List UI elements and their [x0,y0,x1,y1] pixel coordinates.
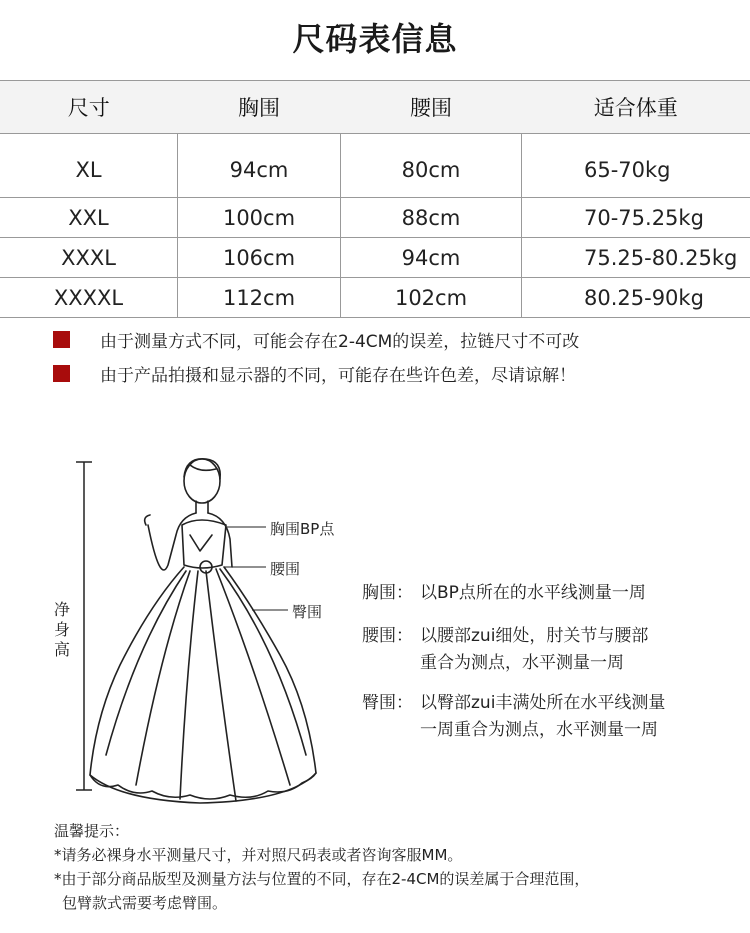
note-text: 由于测量方式不同，可能会存在2-4CM的误差，拉链尺寸不可改 [100,331,580,352]
table-row [0,278,750,318]
tips-line: *由于部分商品版型及测量方法与位置的不同，存在2-4CM的误差属于合理范围， [54,870,590,888]
bust-description [362,580,646,607]
table-row [0,238,750,278]
cell-size: XL [0,134,178,198]
size-table [0,80,750,318]
cell-size: XXXXL [0,278,178,318]
page-title: 尺码表信息 [292,20,458,58]
cell-waist: 80cm [341,134,522,198]
tips-heading: 温馨提示： [54,822,130,840]
cell-bust: 106cm [178,238,341,278]
tips-line: 包臂款式需要考虑臂围。 [62,894,228,912]
cell-weight: 80.25-90kg [522,278,750,318]
waist-key: 腰围： [362,626,413,646]
cell-bust: 112cm [178,278,341,318]
cell-waist: 94cm [341,238,522,278]
header-size: 尺寸 [0,81,178,134]
cell-waist: 102cm [341,278,522,318]
bust-text: 以BP点所在的水平线测量一周 [420,583,646,603]
cell-waist: 88cm [341,198,522,238]
cell-bust: 94cm [178,134,341,198]
tips-line: *请务必裸身水平测量尺寸，并对照尺码表或者咨询客服MM。 [54,846,463,864]
red-square-bullet-icon [53,365,70,382]
note-item [53,356,579,390]
note-text: 由于产品拍摄和显示器的不同，可能存在些许色差，尽请谅解！ [100,365,576,386]
table-row [0,134,750,198]
cell-size: XXL [0,198,178,238]
waist-text-2: 重合为测点，水平测量一周 [420,653,624,673]
cell-bust: 100cm [178,198,341,238]
table-row [0,198,750,238]
red-square-bullet-icon [53,331,70,348]
hip-description [362,690,665,744]
hip-text-1: 以臀部zui丰满处所在水平线测量 [420,693,666,713]
hip-text-2: 一周重合为测点，水平测量一周 [420,720,658,740]
bust-bp-label: 胸围BP点 [270,520,335,538]
tips-section [54,819,589,915]
hip-label: 臀围 [292,603,323,621]
waist-description [362,623,648,677]
header-weight: 适合体重 [522,81,750,134]
notes-list [53,322,579,390]
cell-size: XXXL [0,238,178,278]
header-bust: 胸围 [178,81,341,134]
cell-weight: 65-70kg [522,134,750,198]
cell-weight: 70-75.25kg [522,198,750,238]
hip-key: 臀围： [362,693,413,713]
note-item [53,322,579,356]
waist-label: 腰围 [270,560,301,578]
table-header-row [0,81,750,134]
header-waist: 腰围 [341,81,522,134]
bust-key: 胸围： [362,583,413,603]
waist-text-1: 以腰部zui细处，肘关节与腰部 [420,626,649,646]
gown-figure-illustration [40,455,370,815]
height-label: 净身高 [54,600,71,659]
cell-weight: 75.25-80.25kg [522,238,750,278]
